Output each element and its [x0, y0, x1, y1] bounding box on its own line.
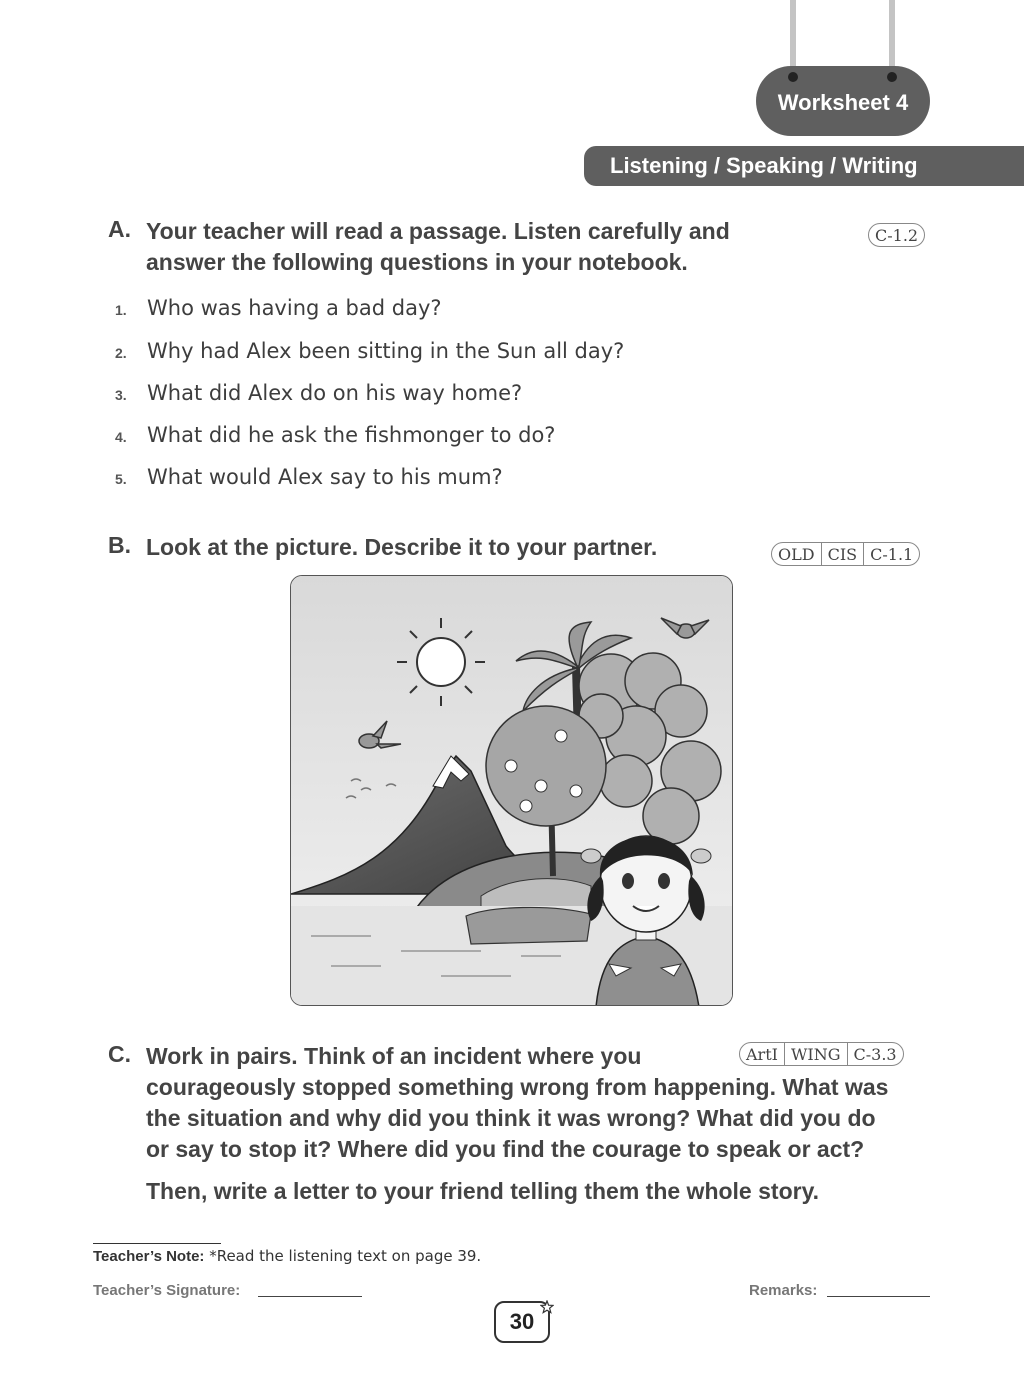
question-3-number: 3.	[115, 387, 127, 403]
question-1-text: Who was having a bad day?	[147, 296, 442, 320]
question-2-number: 2.	[115, 345, 127, 361]
section-a-letter: A.	[108, 216, 131, 242]
question-1-number: 1.	[115, 302, 127, 318]
tag-code: C-3.3	[847, 1043, 903, 1065]
teachers-signature-field[interactable]	[258, 1296, 362, 1297]
skills-label: Listening / Speaking / Writing	[610, 153, 918, 178]
worksheet-title: Worksheet 4	[777, 90, 909, 115]
section-c-competency-tags	[739, 1042, 904, 1066]
section-a-competency-tag	[868, 223, 925, 247]
tag-code: C-1.1	[863, 543, 919, 565]
tag-code: C-1.2	[875, 225, 919, 245]
question-4-text: What did he ask the fishmonger to do?	[147, 423, 556, 447]
star-icon	[540, 1300, 554, 1314]
question-4-number: 4.	[115, 429, 127, 445]
section-c-line-5: Then, write a letter to your friend telling them the whole story.	[146, 1178, 820, 1204]
hanger-strap-right	[889, 0, 895, 72]
tag-wing: WING	[784, 1043, 847, 1065]
section-c-line-4: or say to stop it? Where did you find the courage to speak or act?	[146, 1136, 865, 1162]
tag-arti: ArtI	[746, 1044, 778, 1064]
hanger-strap-left	[790, 0, 796, 72]
teachers-note-text: *Read the listening text on page 39.	[204, 1247, 482, 1265]
section-b-instruction: Look at the picture. Describe it to your partner.	[146, 534, 658, 560]
section-a-line-2: answer the following questions in your notebook.	[146, 249, 688, 275]
worksheet-title-badge	[756, 66, 930, 136]
section-b-letter: B.	[108, 532, 131, 558]
scene-illustration	[290, 575, 733, 1006]
section-a-instruction	[146, 216, 730, 278]
section-c-line-2: courageously stopped something wrong from happening. What was	[146, 1074, 889, 1100]
teachers-note-label: Teacher’s Note:	[93, 1248, 205, 1265]
hanger-ring-left	[788, 72, 798, 82]
question-2-text: Why had Alex been sitting in the Sun all day?	[147, 339, 625, 363]
section-c-line-1: Work in pairs. Think of an incident where you	[146, 1043, 642, 1069]
footnote-divider	[93, 1243, 221, 1244]
tag-old: OLD	[778, 544, 815, 564]
question-3-text: What did Alex do on his way home?	[147, 381, 523, 405]
page-number-text: 30	[509, 1309, 535, 1334]
teachers-note	[93, 1247, 481, 1265]
question-5-number: 5.	[115, 471, 127, 487]
scene-illustration-drawing	[291, 576, 733, 1006]
section-a-line-1: Your teacher will read a passage. Listen carefully and	[146, 218, 730, 244]
hanger-ring-right	[887, 72, 897, 82]
teachers-signature-label: Teacher’s Signature:	[93, 1282, 241, 1299]
question-5-text: What would Alex say to his mum?	[147, 465, 503, 489]
section-c-line-3: the situation and why did you think it was wrong? What did you do	[146, 1105, 876, 1131]
skills-banner	[584, 146, 1024, 186]
shore-rock	[466, 907, 591, 944]
remarks-label: Remarks:	[749, 1282, 818, 1299]
section-c-letter: C.	[108, 1041, 131, 1067]
remarks-field[interactable]	[827, 1296, 930, 1297]
tag-cis: CIS	[821, 543, 864, 565]
section-b-competency-tags	[771, 542, 920, 566]
